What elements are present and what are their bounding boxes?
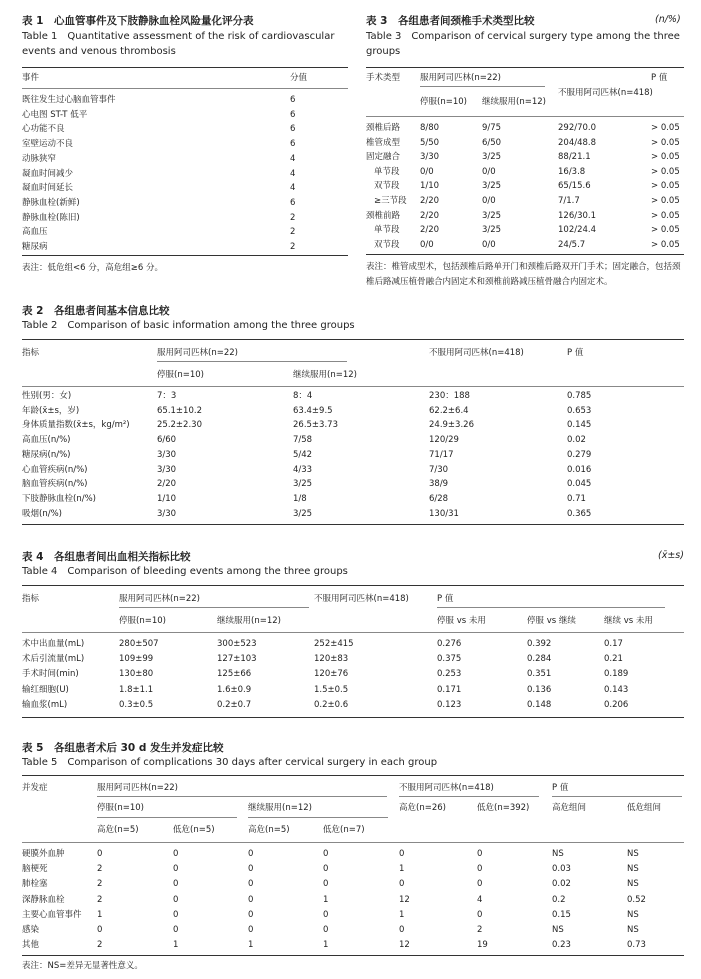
t4-cell-r4-c3: 0.2±0.6 [314,699,349,710]
t3-cell-r1-c0: 椎管成型 [366,137,401,148]
table3-header-stop: 停服(n=10) [420,97,467,107]
t5-cell-r4-c7: 0.15 [552,909,571,920]
t5-cell-r3-c5: 12 [399,894,410,905]
table4-bottom-rule [22,717,684,718]
t5-cell-r3-c0: 深静脉血栓 [22,894,65,905]
t4-cell-r4-c6: 0.206 [604,699,629,710]
t5-cell-r1-c7: 0.03 [552,864,571,875]
t5-cell-r6-c0: 其他 [22,940,40,951]
t3-cell-r8-c0: 双节段 [374,239,400,250]
table2-header-stop: 停服(n=10) [157,370,204,380]
t3-cell-r2-c0: 固定融合 [366,152,401,163]
table3-header-cont: 继续服用(n=12) [482,97,546,107]
t5-cell-r4-c3: 0 [248,909,254,920]
t3-cell-r4-c1: 1/10 [420,181,440,192]
t2-cell-r0-c4: 0.785 [567,391,592,401]
t2-cell-r2-c3: 24.9±3.26 [429,420,474,431]
table2-group1-rule [157,361,347,362]
t5-cell-r6-c1: 2 [97,940,103,951]
table3-title-en: Table 3 Comparison of cervical surgery type among the three groups [366,31,680,57]
t1-cell-r3-c0: 室壁运动不良 [22,139,74,150]
t1-cell-r10-c0: 糖尿病 [22,242,48,252]
table4-header-rule [22,632,684,633]
t1-cell-r2-c1: 6 [290,124,296,135]
t5-cell-r2-c4: 0 [323,879,329,890]
t5-cell-r2-c1: 2 [97,879,103,890]
t4-cell-r4-c4: 0.123 [437,699,462,710]
t5-cell-r2-c8: NS [627,879,639,890]
t3-cell-r6-c0: 颈椎前路 [366,210,401,221]
t5-cell-r5-c6: 2 [477,925,483,935]
t5-cell-r0-c4: 0 [323,849,329,859]
table4-header-cont: 继续服用(n=12) [217,616,281,626]
t3-cell-r6-c2: 3/25 [482,210,502,221]
t5-cell-r1-c2: 0 [173,864,179,875]
table4-header-p: P 值 [437,594,454,604]
t3-cell-r8-c1: 0/0 [420,239,434,250]
t3-cell-r5-c2: 0/0 [482,196,496,206]
table5-title-en: Table 5 Comparison of complications 30 days after cervical surgery in each group [22,757,438,768]
t2-cell-r3-c3: 120/29 [429,435,459,446]
t4-cell-r3-c4: 0.171 [437,684,462,695]
t5-cell-r4-c2: 0 [173,909,179,920]
t3-cell-r0-c1: 8/80 [420,123,440,133]
table1-title-en: Table 1 Quantitative assessment of the risk of cardiovascular events and venous thrombosis [22,31,335,57]
t4-cell-r0-c0: 术中出血量(mL) [22,639,85,649]
t3-cell-r3-c1: 0/0 [420,166,434,177]
t4-cell-r3-c5: 0.136 [527,684,552,695]
t3-cell-r5-c1: 2/20 [420,196,440,206]
t5-cell-r1-c1: 2 [97,864,103,875]
table3-title-cn: 表 3 各组患者间颈椎手术类型比较 [366,15,535,27]
t1-cell-r7-c1: 6 [290,197,296,208]
t2-cell-r2-c1: 25.2±2.30 [157,420,202,431]
t5-cell-r0-c0: 硬膜外血肿 [22,849,65,859]
t5-cell-r0-c1: 0 [97,849,103,859]
t4-cell-r2-c0: 手术时间(min) [22,669,79,680]
t4-cell-r0-c2: 300±523 [217,639,257,649]
t2-cell-r3-c4: 0.02 [567,435,586,446]
t5-cell-r1-c0: 脑梗死 [22,864,48,875]
t5-cell-r3-c3: 0 [248,894,254,905]
t3-cell-r7-c3: 102/24.4 [558,225,597,236]
t2-cell-r0-c2: 8：4 [293,391,313,401]
t3-cell-r5-c4: > 0.05 [651,196,680,206]
table4-header-p2: 停服 vs 继续 [527,616,576,626]
t4-cell-r1-c1: 109±99 [119,654,154,665]
t3-cell-r4-c3: 65/15.6 [558,181,591,192]
t5-cell-r5-c1: 0 [97,925,103,935]
t2-cell-r8-c1: 3/30 [157,508,177,519]
t5-cell-r5-c5: 0 [399,925,405,935]
t5-cell-r1-c5: 1 [399,864,405,875]
t5-cell-r0-c8: NS [627,849,639,859]
t1-cell-r7-c0: 静脉血栓(新鲜) [22,197,80,208]
t5-cell-r2-c5: 0 [399,879,405,890]
t4-cell-r0-c1: 280±507 [119,639,159,649]
t1-cell-r5-c0: 凝血时间减少 [22,168,74,179]
table4-header-p3: 继续 vs 未用 [604,616,653,626]
table2-title-en: Table 2 Comparison of basic information among the three groups [22,320,355,331]
t5-cell-r5-c0: 感染 [22,925,40,935]
table4-group1-rule [119,607,309,608]
t1-cell-r8-c0: 静脉血栓(陈旧) [22,212,80,223]
table4-unit: (x̄±s) [658,550,684,561]
t1-cell-r5-c1: 4 [290,168,296,179]
t5-cell-r3-c6: 4 [477,894,483,905]
t2-cell-r5-c2: 4/33 [293,464,313,475]
t2-cell-r0-c0: 性别(男：女) [22,391,72,401]
t4-cell-r2-c2: 125±66 [217,669,252,680]
t4-cell-r3-c1: 1.8±1.1 [119,684,154,695]
t4-cell-r1-c4: 0.375 [437,654,462,665]
t2-cell-r7-c1: 1/10 [157,493,177,504]
t1-cell-r3-c1: 6 [290,139,296,150]
table5-header-group1: 服用阿司匹林(n=22) [97,783,178,793]
table1-header-event: 事件 [22,73,40,83]
t4-cell-r0-c5: 0.392 [527,639,552,649]
table2-header-group1: 服用阿司匹林(n=22) [157,348,238,358]
t2-cell-r5-c0: 心血管疾病(n/%) [22,464,88,475]
table5-cont-rule [248,817,388,818]
t4-cell-r1-c0: 术后引流量(mL) [22,654,85,665]
t5-cell-r6-c7: 0.23 [552,940,571,951]
table5-bottom-rule [22,955,684,956]
table3-header-rule [366,116,684,117]
t2-cell-r4-c1: 3/30 [157,449,177,460]
t2-cell-r1-c0: 年龄(x̄±s，岁) [22,405,80,416]
t5-cell-r1-c8: NS [627,864,639,875]
t4-cell-r2-c3: 120±76 [314,669,349,680]
t3-cell-r3-c2: 0/0 [482,166,496,177]
t4-cell-r4-c0: 输血浆(mL) [22,699,68,710]
table3-header-p: P 值 [651,73,668,83]
t1-cell-r9-c1: 2 [290,227,296,238]
t4-cell-r1-c3: 120±83 [314,654,349,665]
t3-cell-r5-c0: ≥三节段 [374,196,407,206]
t3-cell-r8-c4: > 0.05 [651,239,680,250]
t2-cell-r3-c0: 高血压(n/%) [22,435,71,446]
t2-cell-r7-c2: 1/8 [293,493,307,504]
t4-cell-r3-c3: 1.5±0.5 [314,684,349,695]
t3-cell-r0-c4: > 0.05 [651,123,680,133]
t2-cell-r8-c2: 3/25 [293,508,313,519]
t2-cell-r8-c3: 130/31 [429,508,459,519]
t5-cell-r3-c8: 0.52 [627,894,646,905]
t3-cell-r2-c2: 3/25 [482,152,502,163]
t4-cell-r1-c6: 0.21 [604,654,623,665]
t2-cell-r1-c3: 62.2±6.4 [429,405,469,416]
t2-cell-r4-c2: 5/42 [293,449,313,460]
table2-header-no: 不服用阿司匹林(n=418) [429,348,524,358]
table5-header-lo5: 低危(n=5) [173,825,215,835]
table1-title-cn: 表 1 心血管事件及下肢静脉血栓风险量化评分表 [22,15,254,27]
t2-cell-r2-c4: 0.145 [567,420,592,431]
t3-cell-r6-c1: 2/20 [420,210,440,221]
t5-cell-r4-c4: 0 [323,909,329,920]
t1-cell-r10-c1: 2 [290,242,296,252]
t3-cell-r4-c0: 双节段 [374,181,400,192]
table1-header-rule [22,88,348,89]
t2-cell-r6-c1: 2/20 [157,479,177,490]
t2-cell-r7-c3: 6/28 [429,493,449,504]
table5-header-plo: 低危组间 [627,803,662,813]
t5-cell-r5-c2: 0 [173,925,179,935]
table5-header-hi5b: 高危(n=5) [248,825,290,835]
table5-stop-rule [97,817,237,818]
t2-cell-r3-c1: 6/60 [157,435,177,446]
t1-cell-r4-c0: 动脉狭窄 [22,153,57,164]
t3-cell-r7-c0: 单节段 [374,225,400,236]
t2-cell-r7-c4: 0.71 [567,493,586,504]
t1-cell-r9-c0: 高血压 [22,227,48,238]
t3-cell-r2-c1: 3/30 [420,152,440,163]
t3-cell-r5-c3: 7/1.7 [558,196,580,206]
table5-header-lo7: 低危(n=7) [323,825,365,835]
table4-header-group1: 服用阿司匹林(n=22) [119,594,200,604]
t2-cell-r4-c4: 0.279 [567,449,592,460]
t2-cell-r8-c0: 吸烟(n/%) [22,508,62,519]
t2-cell-r7-c0: 下肢静脉血栓(n/%) [22,493,96,504]
t5-cell-r4-c0: 主要心血管事件 [22,909,82,920]
t3-cell-r3-c3: 16/3.8 [558,166,586,177]
t5-cell-r3-c7: 0.2 [552,894,566,905]
t3-cell-r6-c4: > 0.05 [651,210,680,221]
table3-header-group1: 服用阿司匹林(n=22) [420,73,501,83]
table5-header-lo392: 低危(n=392) [477,803,530,813]
table5-header-hi5: 高危(n=5) [97,825,139,835]
t2-cell-r6-c3: 38/9 [429,479,449,490]
t5-cell-r4-c5: 1 [399,909,405,920]
t3-cell-r0-c0: 颈椎后路 [366,123,401,133]
t3-cell-r4-c4: > 0.05 [651,181,680,192]
t5-cell-r4-c6: 0 [477,909,483,920]
table2-header-index: 指标 [22,348,40,358]
t5-cell-r5-c3: 0 [248,925,254,935]
t5-cell-r1-c3: 0 [248,864,254,875]
t5-cell-r0-c6: 0 [477,849,483,859]
table5-top-rule [22,775,684,776]
t2-cell-r5-c3: 7/30 [429,464,449,475]
t5-cell-r0-c3: 0 [248,849,254,859]
t2-cell-r0-c3: 230：188 [429,391,470,401]
t3-cell-r1-c4: > 0.05 [651,137,680,148]
table3-group1-rule [420,86,545,87]
t2-cell-r6-c0: 脑血管疾病(n/%) [22,479,88,490]
t5-cell-r2-c6: 0 [477,879,483,890]
t3-cell-r2-c3: 88/21.1 [558,152,591,163]
table5-note: 表注：NS=差异无显著性意义。 [22,961,143,971]
table4-p-rule [437,607,665,608]
table3-note: 表注：椎管成型术，包括颈椎后路单开门和颈椎后路双开门手术；固定融合，包括颈椎后路减压植骨融合内固定术和颈椎前路减压植骨融合内固定术。 [366,262,681,287]
t2-cell-r6-c2: 3/25 [293,479,313,490]
table5-header-comp: 并发症 [22,783,48,793]
t4-cell-r1-c2: 127±103 [217,654,257,665]
table2-header-cont: 继续服用(n=12) [293,370,357,380]
t4-cell-r4-c2: 0.2±0.7 [217,699,252,710]
table3-bottom-rule [366,254,684,255]
t5-cell-r6-c2: 1 [173,940,179,951]
t5-cell-r6-c3: 1 [248,940,254,951]
t3-cell-r6-c3: 126/30.1 [558,210,597,221]
t5-cell-r0-c2: 0 [173,849,179,859]
t4-cell-r0-c3: 252±415 [314,639,354,649]
t5-cell-r2-c2: 0 [173,879,179,890]
table3-unit: (n/%) [655,14,681,25]
t5-cell-r5-c4: 0 [323,925,329,935]
table3-header-no: 不服用阿司匹林(n=418) [558,88,653,98]
t1-cell-r6-c0: 凝血时间延长 [22,183,74,194]
t3-cell-r0-c3: 292/70.0 [558,123,597,133]
t3-cell-r1-c2: 6/50 [482,137,502,148]
t4-cell-r2-c1: 130±80 [119,669,154,680]
t1-cell-r0-c0: 既往发生过心脑血管事件 [22,95,116,105]
table1-top-rule [22,67,348,68]
t3-cell-r1-c1: 5/50 [420,137,440,148]
t1-cell-r0-c1: 6 [290,95,296,105]
t4-cell-r2-c5: 0.351 [527,669,552,680]
t4-cell-r4-c5: 0.148 [527,699,552,710]
t3-cell-r7-c2: 3/25 [482,225,502,236]
table2-bottom-rule [22,524,684,525]
table4-header-stop: 停服(n=10) [119,616,166,626]
t5-cell-r3-c1: 2 [97,894,103,905]
t3-cell-r7-c1: 2/20 [420,225,440,236]
table4-top-rule [22,585,684,586]
t3-cell-r1-c3: 204/48.8 [558,137,597,148]
t5-cell-r6-c8: 0.73 [627,940,646,951]
t5-cell-r2-c7: 0.02 [552,879,571,890]
t2-cell-r6-c4: 0.045 [567,479,592,490]
t1-cell-r6-c1: 4 [290,183,296,194]
t3-cell-r8-c2: 0/0 [482,239,496,250]
t2-cell-r1-c2: 63.4±9.5 [293,405,333,416]
table5-title-cn: 表 5 各组患者术后 30 d 发生并发症比较 [22,742,224,754]
t5-cell-r4-c1: 1 [97,909,103,920]
t4-cell-r1-c5: 0.284 [527,654,552,665]
t2-cell-r8-c4: 0.365 [567,508,592,519]
table5-no-rule [399,796,539,797]
t3-cell-r0-c2: 9/75 [482,123,502,133]
table5-header-p: P 值 [552,783,569,793]
t5-cell-r3-c2: 0 [173,894,179,905]
t2-cell-r4-c0: 糖尿病(n/%) [22,449,71,460]
t5-cell-r2-c3: 0 [248,879,254,890]
t2-cell-r1-c4: 0.653 [567,405,592,416]
t1-cell-r4-c1: 4 [290,153,296,164]
table4-title-cn: 表 4 各组患者间出血相关指标比较 [22,551,191,563]
t3-cell-r8-c3: 24/5.7 [558,239,586,250]
table5-group1-rule [97,796,387,797]
t4-cell-r2-c6: 0.189 [604,669,629,680]
t4-cell-r2-c4: 0.253 [437,669,462,680]
table1-bottom-rule [22,255,348,256]
t2-cell-r0-c1: 7：3 [157,391,177,401]
t5-cell-r5-c8: NS [627,925,639,935]
t1-cell-r8-c1: 2 [290,212,296,223]
t5-cell-r4-c8: NS [627,909,639,920]
t1-cell-r1-c1: 6 [290,109,296,120]
table5-header-phi: 高危组间 [552,803,587,813]
table3-top-rule [366,67,684,68]
t3-cell-r3-c4: > 0.05 [651,166,680,177]
table1-note: 表注：低危组<6 分，高危组≥6 分。 [22,263,163,273]
table2-header-p: P 值 [567,348,584,358]
t4-cell-r3-c6: 0.143 [604,684,629,695]
t2-cell-r5-c1: 3/30 [157,464,177,475]
t5-cell-r0-c5: 0 [399,849,405,859]
t5-cell-r6-c6: 19 [477,940,488,951]
t5-cell-r3-c4: 1 [323,894,329,905]
t5-cell-r1-c6: 0 [477,864,483,875]
table2-header-rule [22,386,684,387]
t5-cell-r2-c0: 肺栓塞 [22,879,48,890]
t2-cell-r2-c0: 身体质量指数(x̄±s，kg/m²) [22,420,130,431]
t2-cell-r1-c1: 65.1±10.2 [157,405,202,416]
t4-cell-r3-c2: 1.6±0.9 [217,684,252,695]
t2-cell-r3-c2: 7/58 [293,435,313,446]
t3-cell-r4-c2: 3/25 [482,181,502,192]
t4-cell-r0-c6: 0.17 [604,639,623,649]
table5-header-cont: 继续服用(n=12) [248,803,312,813]
table5-p-rule [552,796,682,797]
t2-cell-r4-c3: 71/17 [429,449,454,460]
t3-cell-r2-c4: > 0.05 [651,152,680,163]
t4-cell-r4-c1: 0.3±0.5 [119,699,154,710]
table3-header-type: 手术类型 [366,73,401,83]
table4-header-no: 不服用阿司匹林(n=418) [314,594,409,604]
t1-cell-r1-c0: 心电图 ST-T 低平 [22,109,88,120]
table2-title-cn: 表 2 各组患者间基本信息比较 [22,305,170,317]
t4-cell-r0-c4: 0.276 [437,639,462,649]
table5-header-no: 不服用阿司匹林(n=418) [399,783,494,793]
table4-header-p1: 停服 vs 未用 [437,616,486,626]
t4-cell-r3-c0: 输红细胞(U) [22,684,69,695]
t5-cell-r0-c7: NS [552,849,564,859]
table2-top-rule [22,339,684,340]
table5-header-rule [22,842,684,843]
table4-header-index: 指标 [22,594,40,604]
t5-cell-r1-c4: 0 [323,864,329,875]
t2-cell-r2-c2: 26.5±3.73 [293,420,338,431]
t5-cell-r5-c7: NS [552,925,564,935]
t5-cell-r6-c4: 1 [323,940,329,951]
table5-header-hi26: 高危(n=26) [399,803,446,813]
t2-cell-r5-c4: 0.016 [567,464,592,475]
t3-cell-r3-c0: 单节段 [374,166,400,177]
table1-header-score: 分值 [290,73,308,83]
table5-header-stop: 停服(n=10) [97,803,144,813]
t3-cell-r7-c4: > 0.05 [651,225,680,236]
t1-cell-r2-c0: 心功能不良 [22,124,65,135]
t5-cell-r6-c5: 12 [399,940,410,951]
table4-title-en: Table 4 Comparison of bleeding events among the three groups [22,566,348,577]
